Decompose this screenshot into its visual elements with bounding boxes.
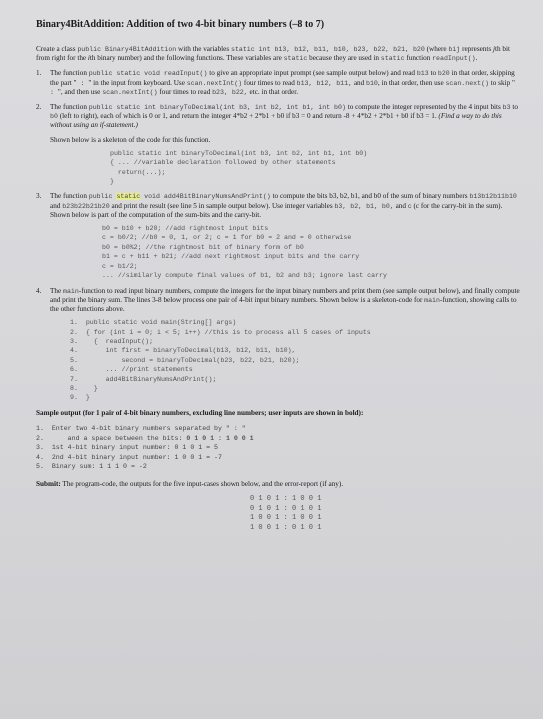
code-token: b10 xyxy=(366,79,378,87)
text-run: to xyxy=(428,69,438,78)
sample-line xyxy=(36,434,522,444)
text-run: four times to read xyxy=(157,87,213,96)
code-token: b20 xyxy=(437,70,450,78)
submit-label: Submit: xyxy=(36,479,61,488)
text-run: . xyxy=(475,54,478,63)
code-token: 3. 1st 4-bit binary input number: 0 1 0 1 = 5 xyxy=(36,444,219,452)
code-token: 4. 2nd 4-bit binary input number: 1 0 0 1 = -7 xyxy=(36,453,222,461)
text-run: The function xyxy=(50,103,89,112)
user-input: 0 1 0 1 : 1 0 0 1 xyxy=(186,434,254,442)
text-run: -function, showing calls to the other functions above. xyxy=(50,295,517,313)
code-token: b13b12b11b10 xyxy=(469,193,517,201)
code-token: 1. Enter two 4-bit binary numbers separated by " : " xyxy=(36,424,246,432)
text-run: four times to read xyxy=(242,78,297,87)
intro-paragraph xyxy=(36,45,522,63)
requirements-list xyxy=(36,69,522,402)
text-run: and xyxy=(393,201,408,210)
item-text xyxy=(50,192,522,220)
text-run: ", and then use xyxy=(57,87,103,96)
text-run: with the variables xyxy=(176,45,231,53)
text-run: to xyxy=(510,103,518,112)
text-run: etc. in that order. xyxy=(247,87,299,96)
text-run: and print the result (see line 5 in sample output below). Use integer variables xyxy=(109,201,335,210)
input-cases xyxy=(250,495,522,533)
code-token: b13 xyxy=(416,70,429,78)
sample-heading: Sample output (for 1 pair of 4-bit binary numbers, excluding line numbers; user inputs are shown in bold): xyxy=(36,408,364,417)
assignment-content xyxy=(22,18,522,534)
code-token: public static void readInput() xyxy=(88,70,208,78)
requirement-item xyxy=(36,103,522,186)
code-token: 5. Binary sum: 1 1 1 0 = -2 xyxy=(36,463,147,471)
code-token: : xyxy=(76,79,89,87)
assignment-title: Binary4BitAddition: Addition of two 4-bit binary numbers (–8 to 7) xyxy=(36,19,325,30)
text-run: to give an appropriate input prompt (see sample output below) and read xyxy=(207,69,417,78)
requirement-item xyxy=(36,287,522,403)
code-token: void add4BitBinaryNumsAndPrint() xyxy=(140,193,271,201)
text-run: (where xyxy=(424,45,449,53)
code-token: bij xyxy=(448,46,461,53)
code-token: public static int binaryToDecimal(int b3, int b2, int b1, int b0) xyxy=(88,104,346,112)
input-case: 1 0 0 1 : 1 0 0 1 xyxy=(250,514,322,523)
text-run: to compute the integer represented by the 4 input bits xyxy=(345,103,503,112)
text-run: Create a class xyxy=(36,45,78,53)
code-token: static xyxy=(283,55,308,63)
text-run: (left to right), each of which is 0 or 1, and return the integer 4*b2 + 2*b1 + b0 if b3 = 0 and return -8 + 4*b2 + 2*b1 + b0 if b3 = 1. xyxy=(57,112,439,121)
code-token: public Binary4BitAddition xyxy=(77,46,177,53)
code-token: b3, b2, b1, b0, xyxy=(334,202,394,210)
sample-line xyxy=(36,443,522,453)
code-block: b0 = b10 + b20; //add rightmost input bits c = b0/2; //b0 = 0, 1, or 2; c = 1 for b0 = 2 and = 0 otherwise b0 = b0%2; //the rightmost bit of binary form of b0 b1 = c + b11 + b21; //add next rightmost input bits and the carry c = b1/2; ... //similarly compute final values of b1, b2 and b3; ignore last carry xyxy=(102,225,387,280)
code-token: b0 xyxy=(50,113,58,121)
text-run: because they are used in xyxy=(307,54,381,63)
item-text xyxy=(50,287,522,315)
code-token: public xyxy=(88,193,117,201)
text-run: and xyxy=(352,78,367,87)
text-run: function xyxy=(404,54,433,63)
item-number: 1. xyxy=(36,69,42,78)
text-run: (c for the carry-bit in the sum). Shown below is part of the computation of the sum-bits and the carry-bit. xyxy=(50,201,503,219)
code-token: static xyxy=(380,55,405,63)
code-token: scan.next() xyxy=(445,79,489,87)
code-token: scan.nextInt() xyxy=(102,88,158,96)
requirement-item xyxy=(36,69,522,97)
text-run: The xyxy=(50,286,63,295)
sample-line xyxy=(36,462,522,472)
text-run: -function to read input binary numbers, compute the integers for the input binary numbers and print them (see sample output below), and finally compute and print the binary sum. The lines 3-8 below process one pair of 4-bit input binary numbers. Shown below is a skeleton-code for xyxy=(50,286,520,304)
italic-text: j xyxy=(493,45,495,53)
input-case: 1 0 0 1 : 0 1 0 1 xyxy=(250,523,322,532)
text-run: th binary number) and the following functions. These variables are xyxy=(89,54,284,63)
code-token: : xyxy=(50,88,58,96)
item-number: 3. xyxy=(36,192,42,201)
highlighted-token: static xyxy=(116,193,141,201)
code-token: readInput() xyxy=(432,55,476,63)
code-block: public static int binaryToDecimal(int b3, int b2, int b1, int b0) { ... //variable declaration followed by other statements return(...); } xyxy=(110,149,368,186)
text-run: " in the input from keyboard. Use xyxy=(88,78,187,87)
item-text xyxy=(50,103,522,131)
code-token: b23b22b21b20 xyxy=(62,202,110,210)
input-case: 0 1 0 1 : 1 0 0 1 xyxy=(250,495,322,504)
code-token: static int b13, b12, b11, b10, b23, b22, b21, b20 xyxy=(230,46,425,53)
text-run: to compute the bits b3, b2, b1, and b0 of the sum of binary numbers xyxy=(270,192,470,201)
text-run: represents xyxy=(460,45,493,53)
text-run: to skip " xyxy=(489,78,515,87)
item-note: Shown below is a skeleton of the code for this function. xyxy=(50,135,211,144)
requirement-item xyxy=(36,192,522,280)
item-number: 4. xyxy=(36,286,42,295)
italic-text: (Find a way to do this without using an if-statement.) xyxy=(50,112,502,130)
code-token: main xyxy=(62,287,79,295)
submit-paragraph xyxy=(36,480,522,489)
sample-output xyxy=(36,424,522,472)
text-run: and xyxy=(50,201,63,210)
sample-line xyxy=(36,424,522,434)
item-number: 2. xyxy=(36,103,42,112)
code-token: main xyxy=(424,296,440,304)
code-token: 2. and a space between the bits: xyxy=(36,434,187,442)
code-token: b23, b22, xyxy=(212,88,248,96)
input-case: 0 1 0 1 : 0 1 0 1 xyxy=(250,504,322,513)
text-run: The function xyxy=(50,192,89,201)
italic-text: i xyxy=(87,54,90,63)
text-run: , in that order, then use xyxy=(377,78,446,87)
text-run: The function xyxy=(50,69,89,78)
item-text xyxy=(50,69,522,97)
text-run: th bit from right for the xyxy=(36,45,510,63)
code-token: b3 xyxy=(502,104,511,112)
sample-line xyxy=(36,453,522,463)
code-token: c xyxy=(407,202,412,210)
code-token: scan.nextInt() xyxy=(186,79,243,87)
text-run: in that order, skipping the part " xyxy=(50,69,515,87)
submit-text: The program-code, the outputs for the five input-cases shown below, and the error-report (if any). xyxy=(60,479,344,488)
code-block: 1. public static void main(String[] args) 2. { for (int i = 0; i < 5; i++) //this is to process all 5 cases of inputs 3. { readInput(); 4. int first = binaryToDecimal(b13, b12, b11, b10), 5. second = binaryToDecimal(b23, b22, b21, b20); 6. ... //print statements 7. add4BitBinaryNumsAndPrint(); 8. } 9. } xyxy=(70,319,371,402)
code-token: b13, b12, b11, xyxy=(296,79,353,87)
